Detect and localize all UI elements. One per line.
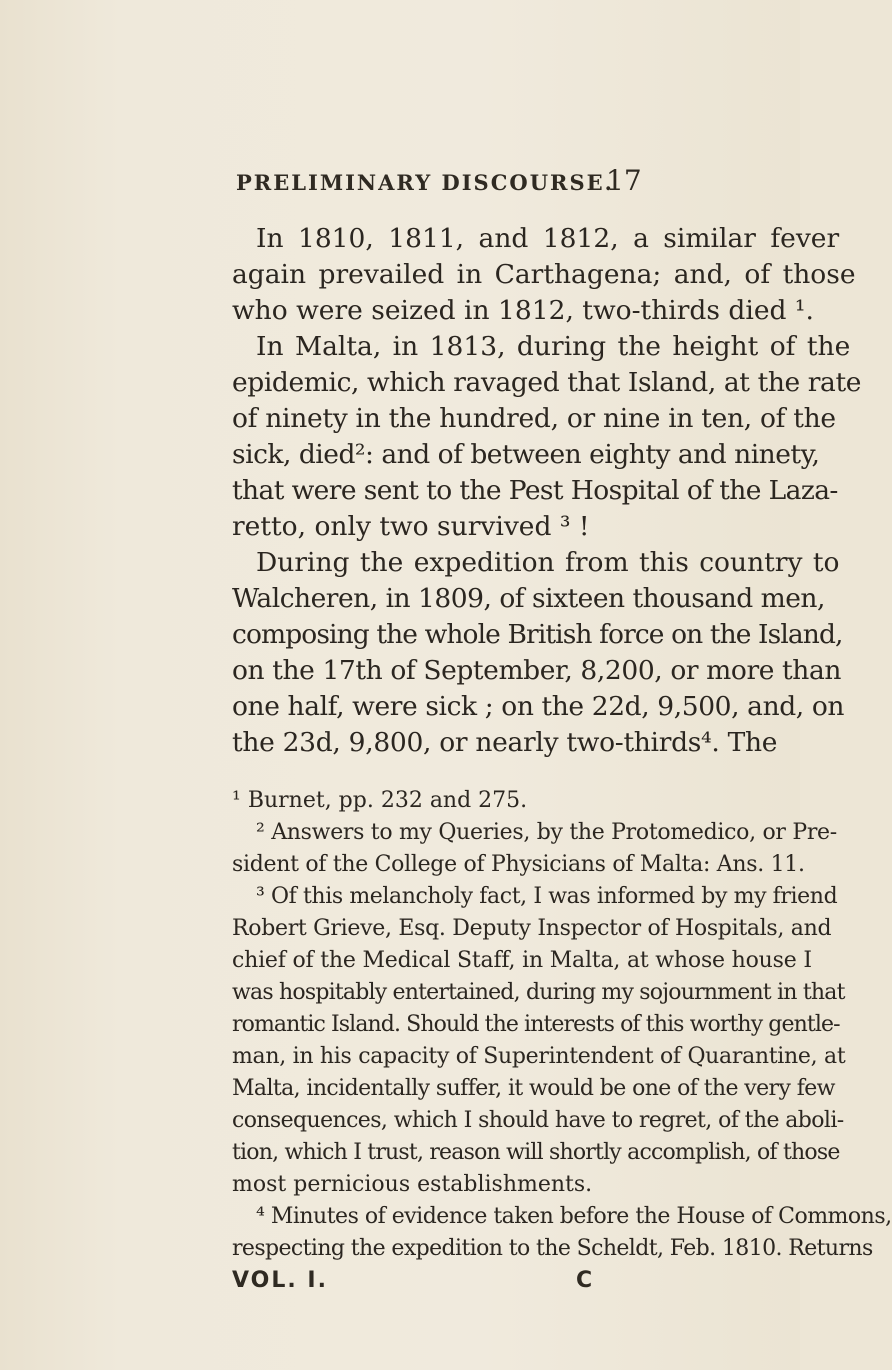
page-number: 17: [606, 164, 642, 197]
text-line: on the 17th of September, 8,200, or more than: [232, 655, 842, 686]
text-line: who were seized in 1812, two-thirds died ¹.: [232, 295, 814, 326]
running-head: PRELIMINARY DISCOURSE.: [236, 170, 614, 195]
footnote-line: Robert Grieve, Esq. Deputy Inspector of Hospitals, and: [232, 916, 832, 941]
footnote-line: ⁴ Minutes of evidence taken before the House of Commons,: [256, 1204, 892, 1229]
footnote-line: ² Answers to my Queries, by the Protomedico, or Pre-: [256, 820, 837, 845]
text-line: again prevailed in Carthagena; and, of those: [232, 259, 856, 290]
footnote-line: tion, which I trust, reason will shortly accomplish, of those: [232, 1140, 840, 1165]
footnote-line: most pernicious establishments.: [232, 1172, 593, 1197]
text-line: Walcheren, in 1809, of sixteen thousand men,: [232, 583, 825, 614]
text-line: composing the whole British force on the Island,: [232, 619, 843, 650]
footnote-line: was hospitably entertained, during my sojournment in that: [232, 980, 845, 1005]
text-line: sick, died²: and of between eighty and ninety,: [232, 439, 820, 470]
page-header: [0, 164, 800, 204]
footnote-line: romantic Island. Should the interests of this worthy gentle-: [232, 1012, 840, 1037]
footnote-line: ³ Of this melancholy fact, I was informed by my friend: [256, 884, 838, 909]
footnote-line: consequences, which I should have to regret, of the aboli-: [232, 1108, 844, 1133]
footnote-line: Malta, incidentally suffer, it would be one of the very few: [232, 1076, 835, 1101]
footnote-line: ¹ Burnet, pp. 232 and 275.: [232, 788, 528, 813]
signature-mark: C: [576, 1268, 593, 1293]
text-line: In Malta, in 1813, during the height of the: [256, 331, 851, 362]
text-line: that were sent to the Pest Hospital of the Laza-: [232, 475, 838, 506]
text-line: the 23d, 9,800, or nearly two-thirds⁴. The: [232, 727, 778, 758]
text-line: one half, were sick ; on the 22d, 9,500, and, on: [232, 691, 845, 722]
footnote-line: respecting the expedition to the Scheldt, Feb. 1810. Returns: [232, 1236, 873, 1261]
page-footer: [0, 1268, 800, 1304]
text-line: In 1810, 1811, and 1812, a similar fever: [256, 223, 840, 254]
text-line: During the expedition from this country to: [256, 547, 840, 578]
text-line: retto, only two survived ³ !: [232, 511, 590, 542]
text-line: of ninety in the hundred, or nine in ten, of the: [232, 403, 836, 434]
footnote-line: man, in his capacity of Superintendent of Quarantine, at: [232, 1044, 846, 1069]
text-line: epidemic, which ravaged that Island, at the rate: [232, 367, 861, 398]
footnote-line: sident of the College of Physicians of Malta: Ans. 11.: [232, 852, 805, 877]
volume-mark: VOL. I.: [232, 1268, 328, 1293]
footnote-line: chief of the Medical Staff, in Malta, at whose house I: [232, 948, 812, 973]
